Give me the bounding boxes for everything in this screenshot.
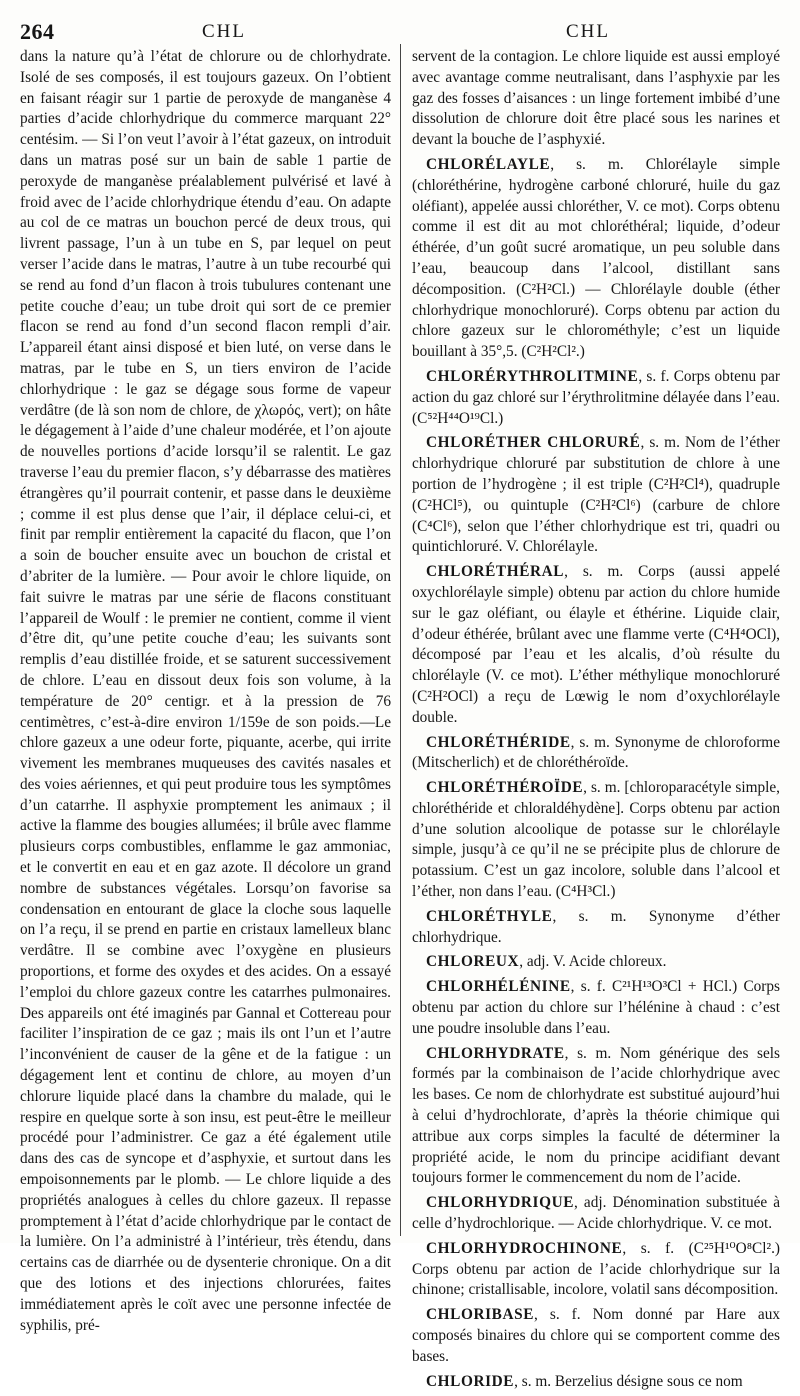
left-column	[20, 47, 391, 1336]
entry-chlorhydrate	[412, 1044, 780, 1190]
entry-headword: CHLORHÉLÉNINE	[426, 978, 571, 996]
entry-headword: CHLORÉRYTHROLITMINE	[426, 367, 639, 385]
entry-definition: , s. m. Synonyme d’éther chlorhydrique.	[412, 907, 780, 946]
entry-headword: CHLOREUX	[426, 953, 520, 971]
entry-chloreux	[412, 952, 780, 973]
entry-definition: , s. m. Nom générique des sels formés par la combinaison de l’acide chlorhydrique avec les bases. Ce nom de chlorhydrate est substitué aujourd’hui à celui d’hydrochlorate, d’après la théorie chimique qui attribue aux corps simples la faculté de déterminer la propriété acide, le nom du principe acidifiant devant toujours former le commencement du nom de l’acide.	[412, 1044, 780, 1187]
entry-headword: CHLORÉTHÉRIDE	[426, 733, 571, 751]
entry-definition: , s. f. Corps obtenu par action du gaz chloré sur l’érythrolitmine délayée dans l’eau. (C⁵²H⁴⁴O¹⁹Cl.)	[412, 367, 780, 427]
entry-definition: , s. m. [chloroparacétyle simple, chloréthéride et chloraldéhydène]. Corps obtenu par action d’une solution alcoolique de potasse sur le chlorélayle simple, jusqu’à ce qu’il ne se précipite plus de chlorure de potassium. C’est un gaz incolore, soluble dans l’alcool et l’éther, non dans l’eau. (C⁴H³Cl.)	[412, 779, 780, 901]
entry-definition: , s. f. C²¹H¹³O³Cl + HCl.) Corps obtenu par action du chlore sur l’hélénine à chaud : c’est une poudre insoluble dans l’eau.	[412, 978, 780, 1037]
entry-chloride	[412, 1372, 780, 1393]
entry-chloretheride	[412, 733, 780, 775]
entry-definition: , s. f. Nom donné par Hare aux composés binaires du chlore qui se comportent comme des bases.	[412, 1306, 780, 1365]
entry-headword: CHLORHYDRIQUE	[426, 1194, 575, 1212]
entry-chlorethyle	[412, 907, 780, 949]
chlore-article-text: dans la nature qu’à l’état de chlorure ou de chlorhydrate. Isolé de ses composés, il est toujours gazeux. On l’obtient en faisant réagir sur 1 partie de peroxyde de manganèse 4 parties d’acide chlorhydrique du commerce marquant 22° centésim. — Si l’on veut l’avoir à l’état gazeux, on introduit dans un matras posé sur un bain de sable 1 partie de peroxyde de manganèse préalablement pulvérisé et lavé à froid avec de l’acide chlorhydrique étendu d’eau. On adapte au col de ce matras un bouchon percé de deux trous, qui livrent passage, l’un à un tube en S, par lequel on peut verser l’acide dans le matras, l’autre à un tube recourbé qui se rend au fond d’un flacon à trois tubulures contenant une petite couche d’eau; un tube droit qui sort de ce premier flacon se rend au fond d’un second flacon rempli d’air. L’appareil étant ainsi disposé et bien luté, on verse dans le matras, par le tube en S, un tiers environ de l’acide chlorhydrique : le gaz se dégage sous forme de vapeur verdâtre (de là son nom de chlore, de χλωρός, vert); on hâte le dégagement à l’aide d’une chaleur modérée, et l’on ajoute de nouvelles portions d’acide lorsqu’il se ralentit. Le gaz traverse l’eau du premier flacon, s’y débarrasse des matières étrangères qu’il pourrait contenir, et passe dans le deuxième ; comme il est plus dense que l’air, il déplace celui-ci, et finit par remplir entièrement la capacité du flacon, que l’on a soin de boucher ensuite avec un bouchon de cristal et d’abriter de la lumière. — Pour avoir le chlore liquide, on fait suivre le matras par une série de flacons constituant l’appareil de Woulf : le premier ne contient, comme il vient d’être dit, qu’une petite couche d’eau; les suivants sont remplis d’eau distillée froide, et se saturent successivement de chlore. L’eau en dissout deux fois son volume, à la température de 20° centigr. et à la pression de 76 centimètres, c’est-à-dire environ 1/159e de son poids.—Le chlore gazeux a une odeur forte, piquante, acerbe, qui irrite vivement les membranes muqueuses des cavités nasales et des voies aériennes, et qui peut produire tous les symptômes d’un catarrhe. Il asphyxie promptement les animaux ; il active la flamme des bougies allumées; il brûle avec flamme plusieurs corps combustibles, enflamme le gaz ammoniac, et le convertit en eau et en gaz azote. Il décolore un grand nombre de substances végétales. Lorsqu’on favorise sa condensation en entourant de glace la cloche sous laquelle on l’a reçu, il se prend en partie en cristaux lamelleux blanc verdâtre. Il se combine avec l’oxygène en plusieurs proportions, et forme des oxydes et des acides. On a essayé l’emploi du chlore gazeux contre les catarrhes pulmonaires. Des appareils ont été imaginés par Gannal et Cottereau pour faciliter l’inspiration de ce gaz ; mais ils ont l’un et l’autre l’inconvénient de causer de la gêne et de la fatigue : un dégagement lent et continu de chlore, au moyen d’un chlorure liquide placé dans la chambre du malade, qui le respire en quelque sorte à son insu, est peut-être le meilleur procédé pour l’administrer. Ce gaz a été également utile dans des cas de syncope et d’asphyxie, et surtout dans les empoisonnements par le plomb. — Le chlore liquide a des propriétés analogues à celles du chlore gazeux. Il repasse promptement à l’état d’acide chlorhydrique par le contact de la lumière. On l’a administré à l’intérieur, très étendu, dans certains cas de diarrhée ou de dysenterie chronique. On a dit que des lotions et des injections chlorurées, faites immédiatement après le coït avec une personne infectée de syphilis, pré-	[20, 48, 391, 1334]
running-head-left: CHL	[202, 21, 246, 42]
chlore-article-continuation: servent de la contagion. Le chlore liquide est aussi employé avec avantage comme neutralisant, dans l’asphyxie par les gaz des fosses d’aisances : un linge fortement imbibé d’une dissolution de chlorure doit être placé sous les narines et devant la bouche de l’asphyxié.	[412, 48, 780, 149]
entry-chloretheral	[412, 562, 780, 728]
column-divider	[400, 44, 401, 1236]
entry-definition: , s. m. Synonyme de chloroforme (Mitscherlich) et de chloréthéroïde.	[412, 733, 780, 772]
entry-chlorerythrolitmine	[412, 367, 780, 429]
entry-headword: CHLORÉTHÉROÏDE	[426, 779, 584, 797]
entry-headword: CHLORÉTHYLE	[426, 907, 553, 925]
entry-chlorether-chlorure	[412, 433, 780, 558]
entry-definition: , s. f. (C²⁵H¹⁰O⁸Cl².) Corps obtenu par action de l’acide chlorhydrique sur la chinone; cristallisable, incolore, volatil sans décomposition.	[412, 1239, 780, 1299]
entry-definition: , adj. Dénomination substituée à celle d’hydrochlorique. — Acide chlorhydrique. V. ce mot.	[412, 1194, 780, 1233]
entry-chlorhydrique	[412, 1193, 780, 1235]
entry-definition: , adj. V. Acide chloreux.	[519, 953, 667, 971]
entry-headword: CHLORÉTHÉRAL	[426, 563, 565, 581]
entry-definition: , s. m. Berzelius désigne sous ce nom	[514, 1372, 743, 1390]
entry-headword: CHLORÉLAYLE	[426, 155, 551, 173]
entry-definition: , s. m. Corps (aussi appelé oxychlorélayle simple) obtenu par action du chlore humide sur le gaz oléfiant, ou élayle et éthérine. Liquide clair, d’odeur éthérée, brûlant avec une flamme verte (C⁴H⁴OCl), décomposé par l’eau et les alcalis, d’où résulte du chlorélayle (V. ce mot). L’éther méthylique monochloruré (C²H²OCl) a reçu de Lœwig le nom d’oxychlorélayle double.	[412, 563, 780, 726]
entry-headword: CHLORÉTHER CHLORURÉ	[426, 434, 641, 452]
right-column	[412, 47, 780, 1396]
entry-chlorhelenine	[412, 977, 780, 1039]
entry-headword: CHLORHYDROCHINONE	[426, 1239, 623, 1257]
entry-chlorhydrochinone	[412, 1239, 780, 1301]
entry-chlorelayle	[412, 155, 780, 363]
page-number: 264	[20, 19, 55, 44]
entry-chloretheroide	[412, 778, 780, 903]
entry-headword: CHLORIBASE	[426, 1306, 535, 1324]
running-head-right: CHL	[566, 21, 610, 42]
entry-definition: , s. m. Nom de l’éther chlorhydrique chloruré par substitution de chlore à une portion de l’hydrogène ; il est triple (C²H²Cl⁴), quadruple (C²HCl⁵), ou quintuple (C²H²Cl⁶) (carbure de chlore (C⁴Cl⁶), selon que l’éther chlorhydrique est tri, quadri ou quintichloruré. V. Chlorélayle.	[412, 434, 780, 556]
entry-headword: CHLORIDE	[426, 1372, 515, 1390]
entry-chloribase	[412, 1305, 780, 1367]
entry-headword: CHLORHYDRATE	[426, 1044, 565, 1062]
entry-definition: , s. m. Chlorélayle simple (chloréthérine, hydrogène carboné chloruré, huile du gaz oléfiant), appelée aussi chloréther, V. ce mot). Corps obtenu comme il est dit au mot chloréthéral; liquide, d’odeur éthérée, d’un goût sucré aromatique, un peu soluble dans l’eau, beaucoup dans l’alcool, distillant sans décomposition. (C²H²Cl.) — Chlorélayle double (éther chlorhydrique monochloruré). Corps obtenu par action du chlore gazeux sur le chlorométhyle; c’est un liquide bouillant à 35°,5. (C²H²Cl².)	[412, 155, 780, 361]
